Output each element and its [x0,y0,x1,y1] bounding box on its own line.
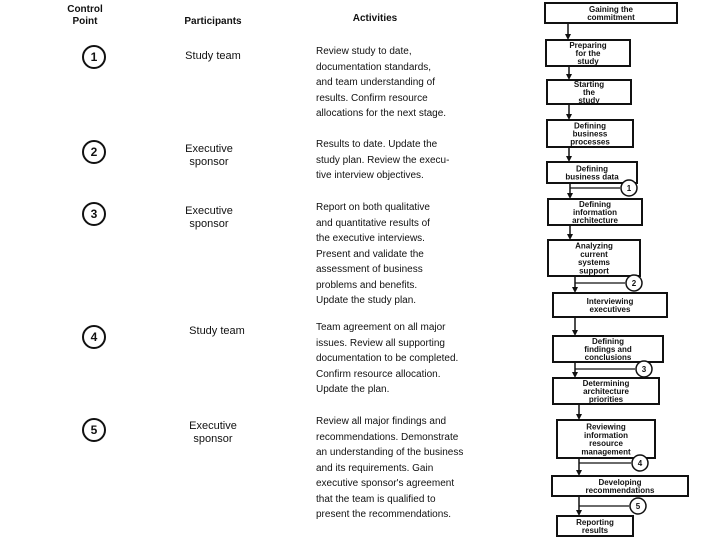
header-control-point: Control Point [67,4,103,27]
activities-row-5: Review all major findings and recommendations. Demonstrate an understanding of the business and its requirements. Gain executive sponsor's agreement that the team is qualified to present the recommendations. [316,416,464,520]
control-point-4: 4 [82,325,106,349]
activities-row-3: Report on both qualitative and quantitative results of the executive interviews. Present and validate the assessment of business problems and benefits. Update the study plan. [316,202,430,306]
control-point-5: 5 [82,418,106,442]
flow-step-label: Determining architecture priorities [582,378,630,405]
flow-control-point-number: 3 [641,365,647,374]
flow-step-label: Gaining the commitment [587,4,635,23]
header-participants: Participants [184,16,242,27]
participants-row-2: Executive sponsor [185,143,233,168]
participants-row-3: Executive sponsor [185,205,233,230]
flow-step-label: Interviewing executives [586,296,634,315]
flow-control-point-number: 4 [637,459,643,468]
flow-control-point-number: 2 [631,279,637,288]
activities-row-2: Results to date. Update the study plan. Review the execu- tive interview objectives. [316,139,450,181]
flow-control-point-number: 1 [626,184,632,193]
participants-row-5: Executive sponsor [189,420,237,445]
header-activities: Activities [352,13,398,24]
participants-row-1: Study team [185,50,241,62]
activities-row-1: Review study to date, documentation standards, and team understanding of results. Confirm resource allocations for the next stage. [316,46,447,119]
control-point-2: 2 [82,140,106,164]
flow-step-label: Defining business processes [570,121,610,147]
control-point-3: 3 [82,202,106,226]
flow-step-label: Analyzing current systems support [575,241,613,276]
flow-step-label: Developing recommendations [585,477,655,496]
flow-step-label: Defining findings and conclusions [584,336,632,363]
activities-row-4: Team agreement on all major issues. Review all supporting documentation to be completed. Confirm resource allocation. Update the plan. [316,322,459,395]
flow-step-label: Reviewing information resource management [581,422,631,457]
flow-step-label: Starting the study [573,79,605,106]
control-point-1: 1 [82,45,106,69]
flow-step-label: Defining business data [565,164,619,182]
flow-step-label: Preparing for the study [569,40,607,67]
flow-step-label: Defining information architecture [572,199,618,226]
flow-step-label: Reporting results [576,517,614,536]
participants-row-4: Study team [189,325,245,337]
flow-control-point-number: 5 [635,502,641,511]
